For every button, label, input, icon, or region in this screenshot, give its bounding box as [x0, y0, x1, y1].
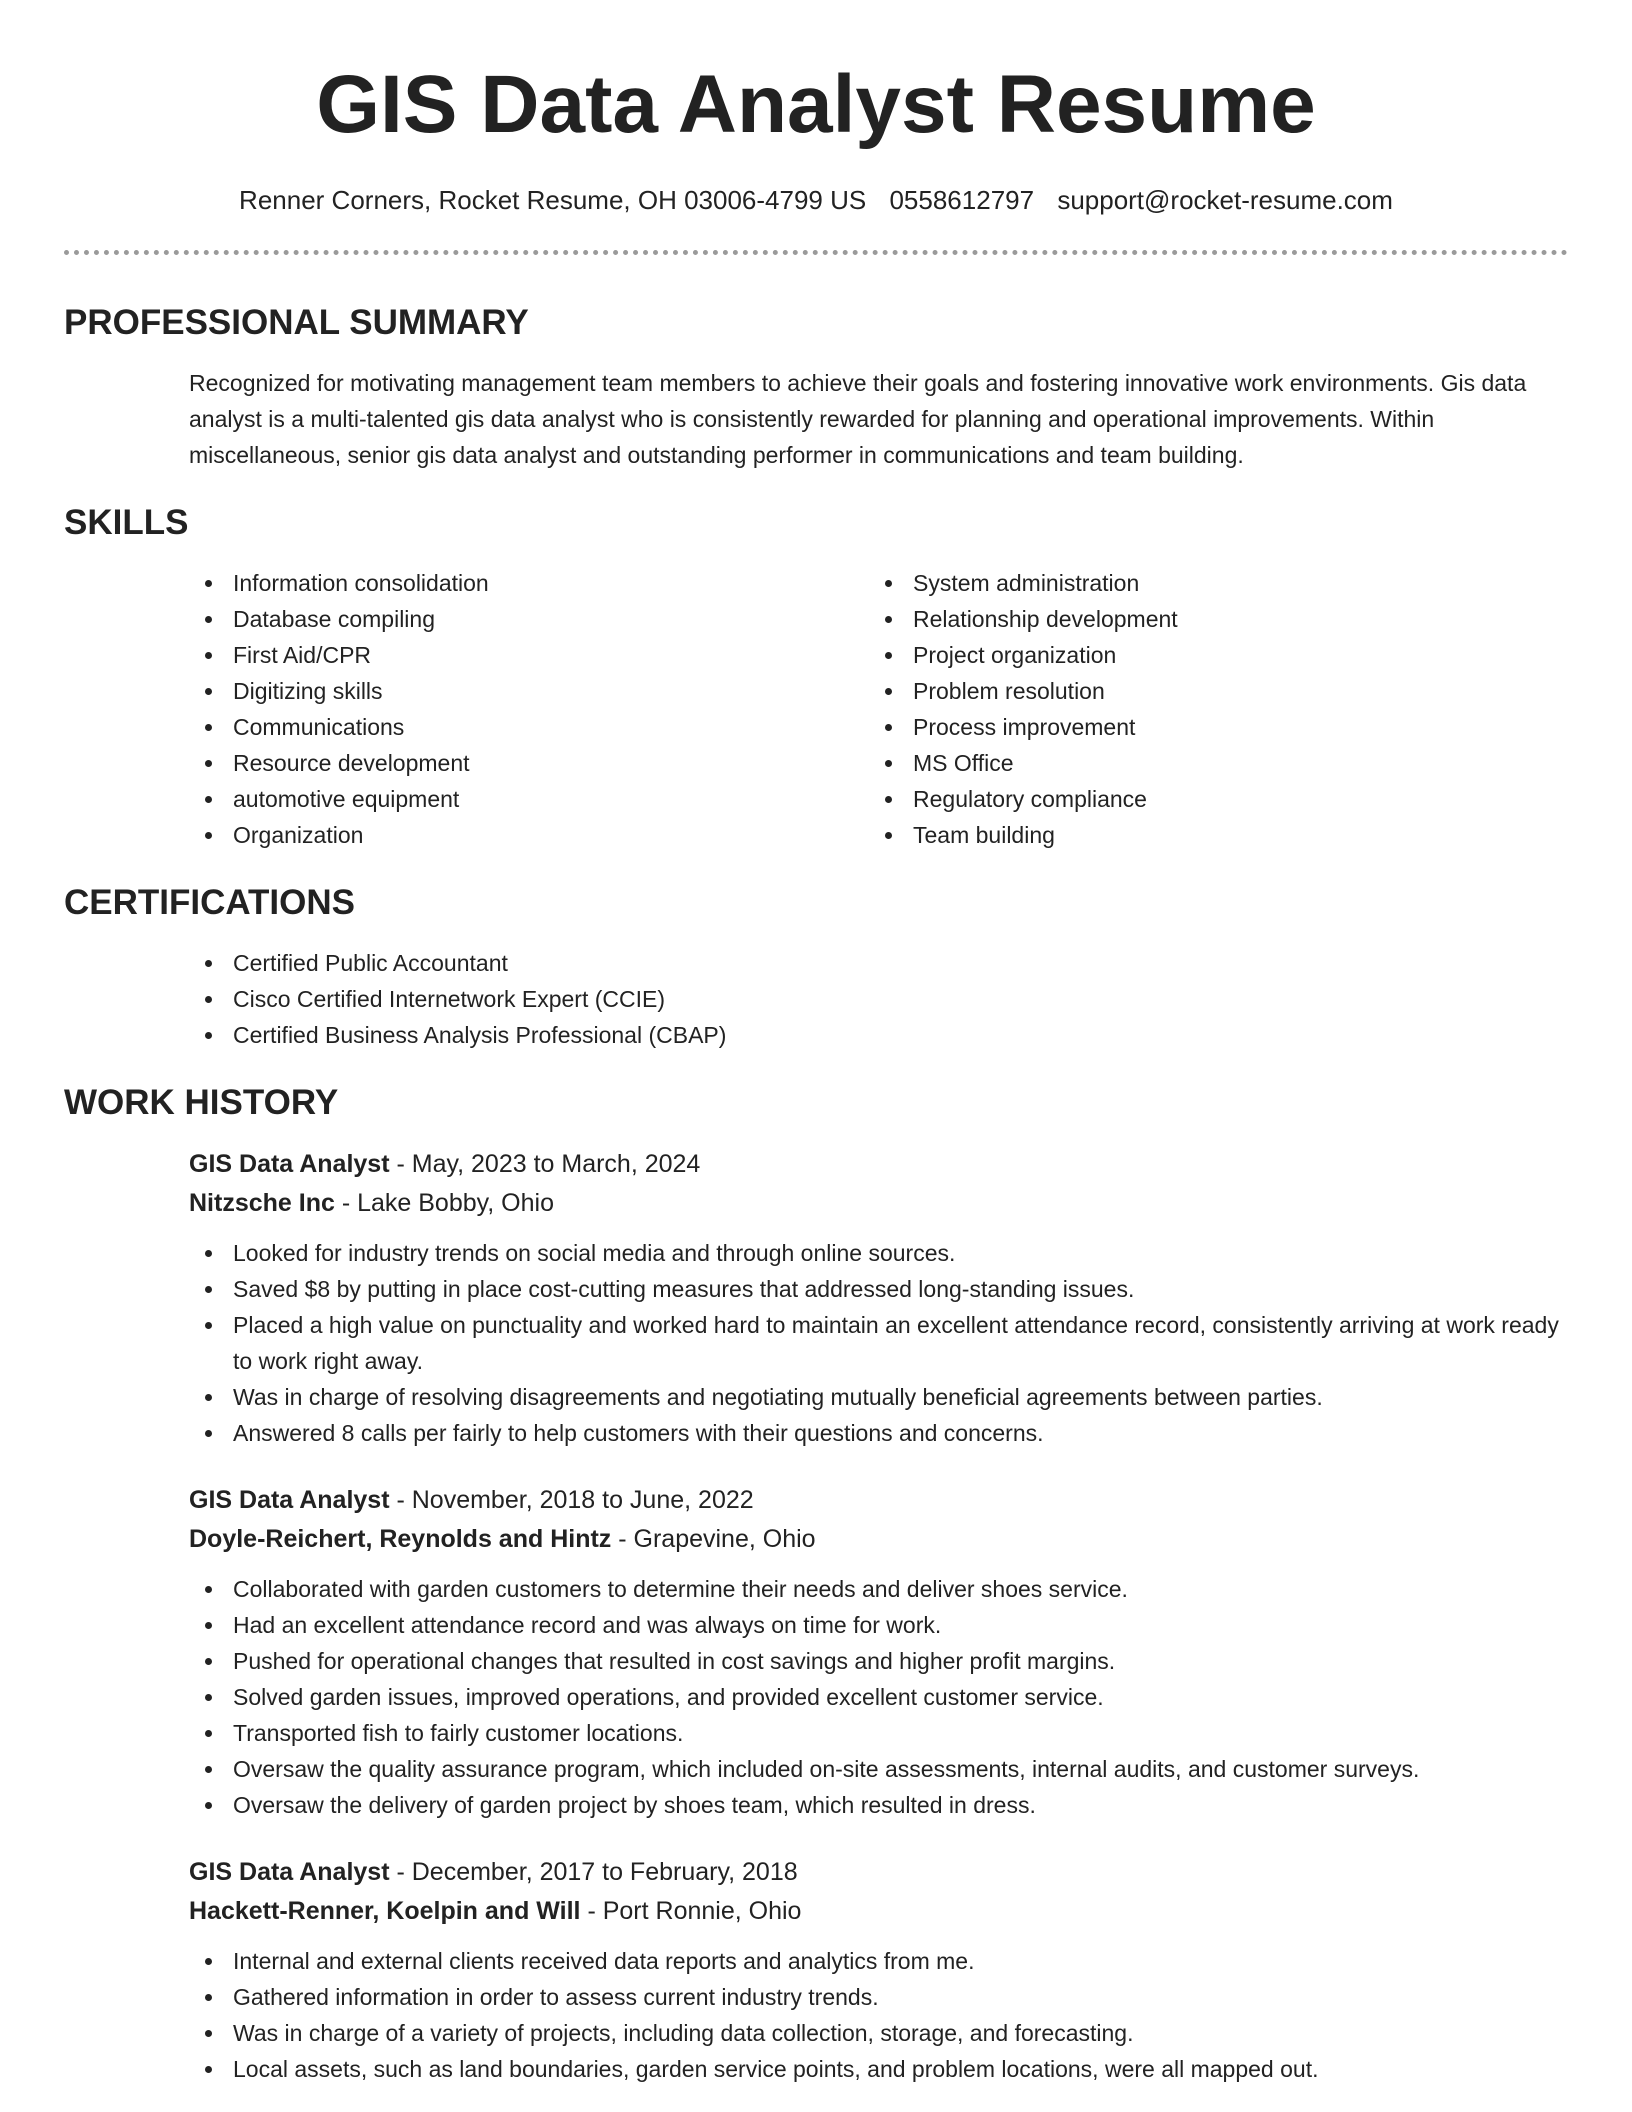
skills-grid [64, 565, 1568, 853]
contact-email: support@rocket-resume.com [1057, 185, 1393, 215]
job-bullets [189, 1571, 1568, 1823]
job-location: - Grapevine, Ohio [611, 1525, 816, 1553]
summary-text: Recognized for motivating management team members to achieve their goals and fostering innovative work environments. Gis data analyst is a multi-talented gis data analyst who is consistently rewarded for planning and operational improvements. Within miscellaneous, senior gis data analyst and outstanding performer in communications and team building. [189, 370, 1527, 468]
job-bullet: Internal and external clients received data reports and analytics from me. [189, 1943, 1568, 1979]
job-dates: - May, 2023 to March, 2024 [389, 1150, 701, 1178]
skills-list-right [869, 565, 1549, 853]
section-heading-work-history: WORK HISTORY [64, 1083, 339, 1122]
job-bullet: Oversaw the delivery of garden project by shoes team, which resulted in dress. [189, 1787, 1568, 1823]
summary-section [64, 301, 1568, 473]
job-bullet: Oversaw the quality assurance program, which included on-site assessments, internal audits, and customer surveys. [189, 1751, 1568, 1787]
section-heading-summary: PROFESSIONAL SUMMARY [64, 303, 529, 342]
job-bullet: Saved $8 by putting in place cost-cutting measures that addressed long-standing issues. [189, 1271, 1568, 1307]
skill-item: First Aid/CPR [189, 637, 869, 673]
skills-list-left [189, 565, 869, 853]
job-bullet: Transported fish to fairly customer locations. [189, 1715, 1568, 1751]
job-bullet: Answered 8 calls per fairly to help customers with their questions and concerns. [189, 1415, 1568, 1451]
job-title-line [189, 1145, 1568, 1184]
certification-item: Certified Business Analysis Professional (CBAP) [189, 1017, 1568, 1053]
job-dates: - November, 2018 to June, 2022 [389, 1486, 754, 1514]
job-bullet: Local assets, such as land boundaries, garden service points, and problem locations, were all mapped out. [189, 2051, 1568, 2087]
job-dates: - December, 2017 to February, 2018 [389, 1858, 798, 1886]
contact-address: Renner Corners, Rocket Resume, OH 03006-4799 US [239, 185, 867, 215]
job-company-line [189, 1892, 1568, 1931]
job-title-line [189, 1853, 1568, 1892]
skill-item: System administration [869, 565, 1549, 601]
certifications-list [189, 945, 1568, 1053]
skill-item: Team building [869, 817, 1549, 853]
skill-item: Digitizing skills [189, 673, 869, 709]
skills-section [64, 501, 1568, 853]
certification-item: Cisco Certified Internetwork Expert (CCIE) [189, 981, 1568, 1017]
job-bullets [189, 1235, 1568, 1451]
job-entry [64, 1145, 1568, 1451]
job-location: - Lake Bobby, Ohio [334, 1189, 554, 1217]
skill-item: Resource development [189, 745, 869, 781]
job-bullet: Gathered information in order to assess current industry trends. [189, 1979, 1568, 2015]
certifications-section [64, 881, 1568, 1053]
job-company: Hackett-Renner, Koelpin and Will [189, 1897, 581, 1925]
skill-item: Database compiling [189, 601, 869, 637]
skill-item: Regulatory compliance [869, 781, 1549, 817]
job-bullet: Placed a high value on punctuality and worked hard to maintain an excellent attendance record, consistently arriving at work ready to work right away. [189, 1307, 1568, 1379]
job-entry [64, 1853, 1568, 2087]
job-company: Doyle-Reichert, Reynolds and Hintz [189, 1525, 612, 1553]
contact-phone: 0558612797 [889, 185, 1035, 215]
section-heading-certifications: CERTIFICATIONS [64, 883, 356, 922]
job-bullets [189, 1943, 1568, 2087]
job-title: GIS Data Analyst [189, 1150, 390, 1178]
page-title: GIS Data Analyst Resume [316, 59, 1316, 150]
skill-item: Information consolidation [189, 565, 869, 601]
skill-item: MS Office [869, 745, 1549, 781]
job-title: GIS Data Analyst [189, 1858, 390, 1886]
job-company: Nitzsche Inc [189, 1189, 335, 1217]
job-location: - Port Ronnie, Ohio [580, 1897, 802, 1925]
skill-item: Project organization [869, 637, 1549, 673]
skill-item: automotive equipment [189, 781, 869, 817]
job-bullet: Looked for industry trends on social media and through online sources. [189, 1235, 1568, 1271]
job-bullet: Was in charge of a variety of projects, including data collection, storage, and forecasting. [189, 2015, 1568, 2051]
job-company-line [189, 1520, 1568, 1559]
skill-item: Organization [189, 817, 869, 853]
job-title-line [189, 1481, 1568, 1520]
skill-item: Problem resolution [869, 673, 1549, 709]
job-entry [64, 1481, 1568, 1823]
job-bullet: Was in charge of resolving disagreements and negotiating mutually beneficial agreements between parties. [189, 1379, 1568, 1415]
header-divider [64, 250, 1568, 255]
skill-item: Process improvement [869, 709, 1549, 745]
work-history-section [64, 1081, 1568, 2087]
job-company-line [189, 1184, 1568, 1223]
skill-item: Communications [189, 709, 869, 745]
job-bullet: Pushed for operational changes that resulted in cost savings and higher profit margins. [189, 1643, 1568, 1679]
job-title: GIS Data Analyst [189, 1486, 390, 1514]
certification-item: Certified Public Accountant [189, 945, 1568, 981]
job-bullet: Solved garden issues, improved operations, and provided excellent customer service. [189, 1679, 1568, 1715]
job-bullet: Had an excellent attendance record and was always on time for work. [189, 1607, 1568, 1643]
job-bullet: Collaborated with garden customers to determine their needs and deliver shoes service. [189, 1571, 1568, 1607]
skill-item: Relationship development [869, 601, 1549, 637]
contact-line [64, 184, 1568, 216]
section-heading-skills: SKILLS [64, 503, 189, 542]
